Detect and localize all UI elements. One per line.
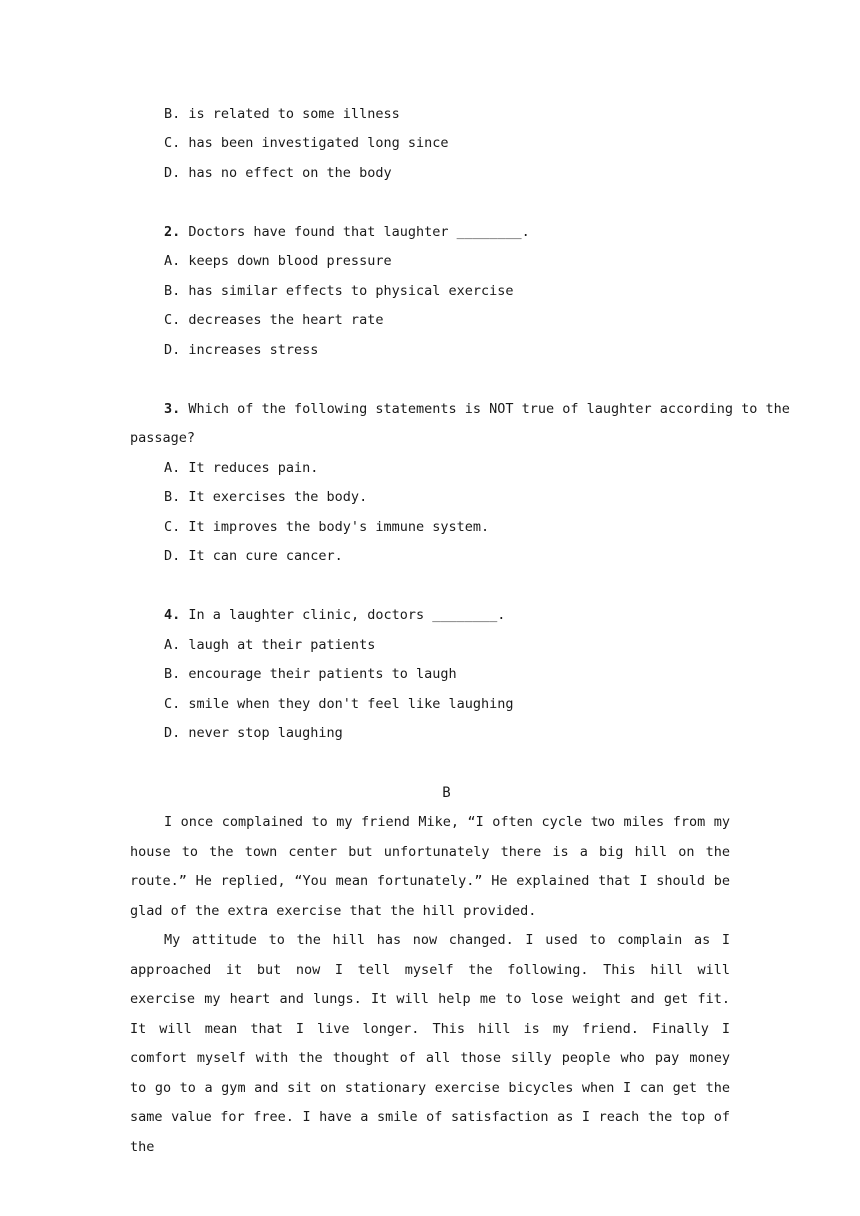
section-b-paragraph-1: I once complained to my friend Mike, “I often cycle two miles from my house to the town center but unfortunately there is a big hill on the route.” He replied, “You mean fortunately.” He explained that I should be glad of the extra exercise that the hill provided. xyxy=(130,814,730,919)
q2-option-c: C. decreases the heart rate xyxy=(164,312,384,328)
q4-option-d: D. never stop laughing xyxy=(164,725,343,741)
q2-option-a: A. keeps down blood pressure xyxy=(164,253,392,269)
q3-text: Which of the following statements is NOT true of laughter according to the xyxy=(180,401,790,417)
q3-option-a: A. It reduces pain. xyxy=(164,460,319,476)
q4-stem xyxy=(164,606,505,624)
q1-option-c: C. has been investigated long since xyxy=(164,135,449,151)
q2-stem xyxy=(164,223,530,241)
q3-option-c: C. It improves the body's immune system. xyxy=(164,519,490,535)
q1-option-b: B. is related to some illness xyxy=(164,106,400,122)
q4-text: In a laughter clinic, doctors ________. xyxy=(180,607,506,623)
q4-option-b: B. encourage their patients to laugh xyxy=(164,666,457,682)
q1-option-d: D. has no effect on the body xyxy=(164,165,392,181)
q3-option-d: D. It can cure cancer. xyxy=(164,548,343,564)
q2-option-b: B. has similar effects to physical exercise xyxy=(164,283,514,299)
q4-option-c: C. smile when they don't feel like laughing xyxy=(164,696,514,712)
q2-number: 2. xyxy=(164,224,181,240)
q2-option-d: D. increases stress xyxy=(164,342,319,358)
q3-stem xyxy=(164,400,790,418)
q4-number: 4. xyxy=(164,607,181,623)
section-b-title: B xyxy=(442,785,451,801)
q2-text: Doctors have found that laughter ________. xyxy=(180,224,530,240)
section-b-paragraph-2: My attitude to the hill has now changed. I used to complain as I approached it but now I tell myself the following. This hill will exercise my heart and lungs. It will help me to lose weight and get fit. It will mean that I live longer. This hill is my friend. Finally I comfort myself with the thought of all those silly people who pay money to go to a gym and sit on stationary exercise bicycles when I can get the same value for free. I have a smile of satisfaction as I reach the top of the xyxy=(130,932,730,1155)
q3-number: 3. xyxy=(164,401,181,417)
q4-option-a: A. laugh at their patients xyxy=(164,637,376,653)
q3-stem-continued: passage? xyxy=(130,430,196,446)
q3-option-b: B. It exercises the body. xyxy=(164,489,368,505)
